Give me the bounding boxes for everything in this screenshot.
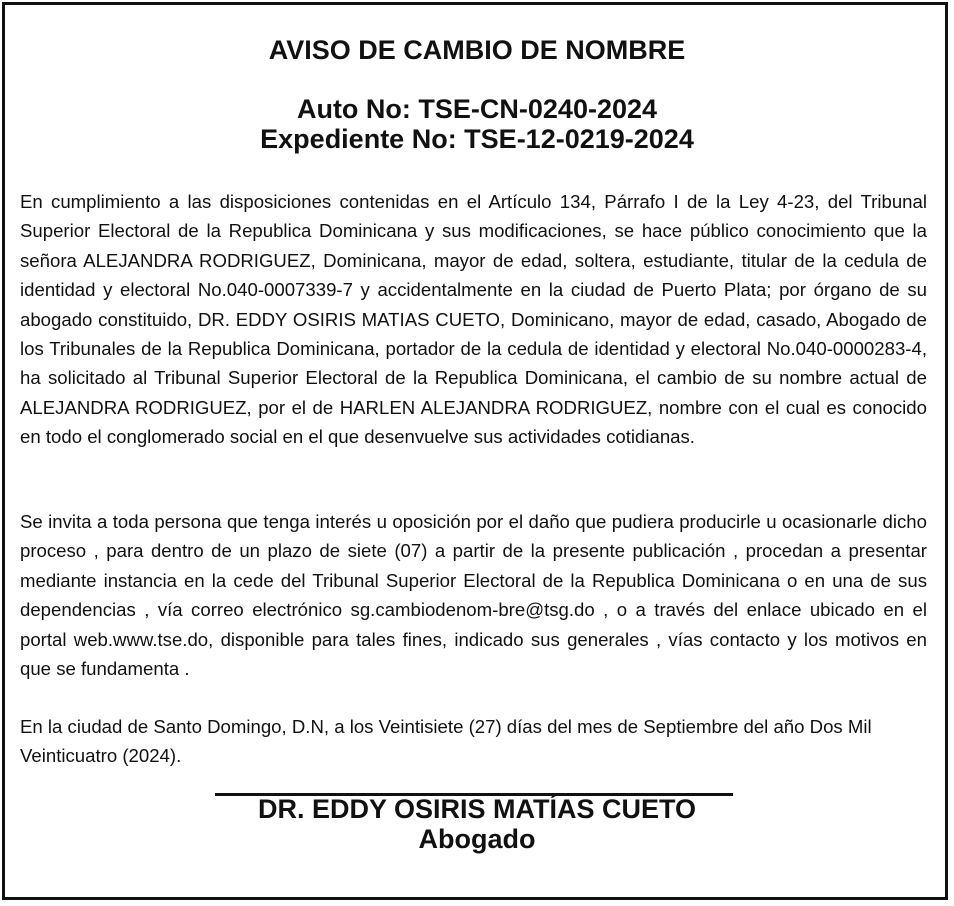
signature-block [0,794,954,854]
notice-paragraph-3: En la ciudad de Santo Domingo, D.N, a los Veintisiete (27) días del mes de Septiembre del año Dos Mil Veinticuatro (2024). [20,716,872,767]
auto-number: Auto No: TSE-CN-0240-2024 [296,94,658,124]
notice-title: AVISO DE CAMBIO DE NOMBRE [268,35,686,65]
signatory-name: DR. EDDY OSIRIS MATÍAS CUETO [257,794,697,824]
notice-paragraph-1: En cumplimiento a las disposiciones contenidas en el Artículo 134, Párrafo I de la Ley 4-23, del Tribunal Superior Electoral de la Republica Dominicana y sus modificaciones, se hace público conocimiento que la señora ALEJANDRA RODRIGUEZ, Dominicana, mayor de edad, soltera, estudiante, titular de la cedula de identidad y electoral No.040-0007339-7 y accidentalmente en la ciudad de Puerto Plata; por órgano de su abogado constituido, DR. EDDY OSIRIS MATIAS CUETO, Dominicano, mayor de edad, casado, Abogado de los Tribunales de la Republica Dominicana, portador de la cedula de identidad y electoral No.040-0000283-4, ha solicitado al Tribunal Superior Electoral de la Republica Dominicana, el cambio de su nombre actual de ALEJANDRA RODRIGUEZ, por el de HARLEN ALEJANDRA RODRIGUEZ, nombre con el cual es conocido en todo el conglomerado social en el que desenvuelve sus actividades cotidianas. [20,191,927,448]
notice-paragraph-2: Se invita a toda persona que tenga interés u oposición por el daño que pudiera producirle u ocasionarle dicho proceso , para dentro de un plazo de siete (07) a partir de la presente publicación , procedan a presentar mediante instancia en la cede del Tribunal Superior Electoral de la Republica Dominicana o en una de sus dependencias , vía correo electrónico sg.cambiodenom-bre@tsg.do , o a través del enlace ubicado en el portal web.www.tse.do, disponible para tales fines, indicado sus generales , vías contacto y los motivos en que se fundamenta . [20,511,927,680]
case-references [0,94,954,154]
expediente-number: Expediente No: TSE-12-0219-2024 [260,124,694,154]
signatory-role: Abogado [418,824,536,854]
